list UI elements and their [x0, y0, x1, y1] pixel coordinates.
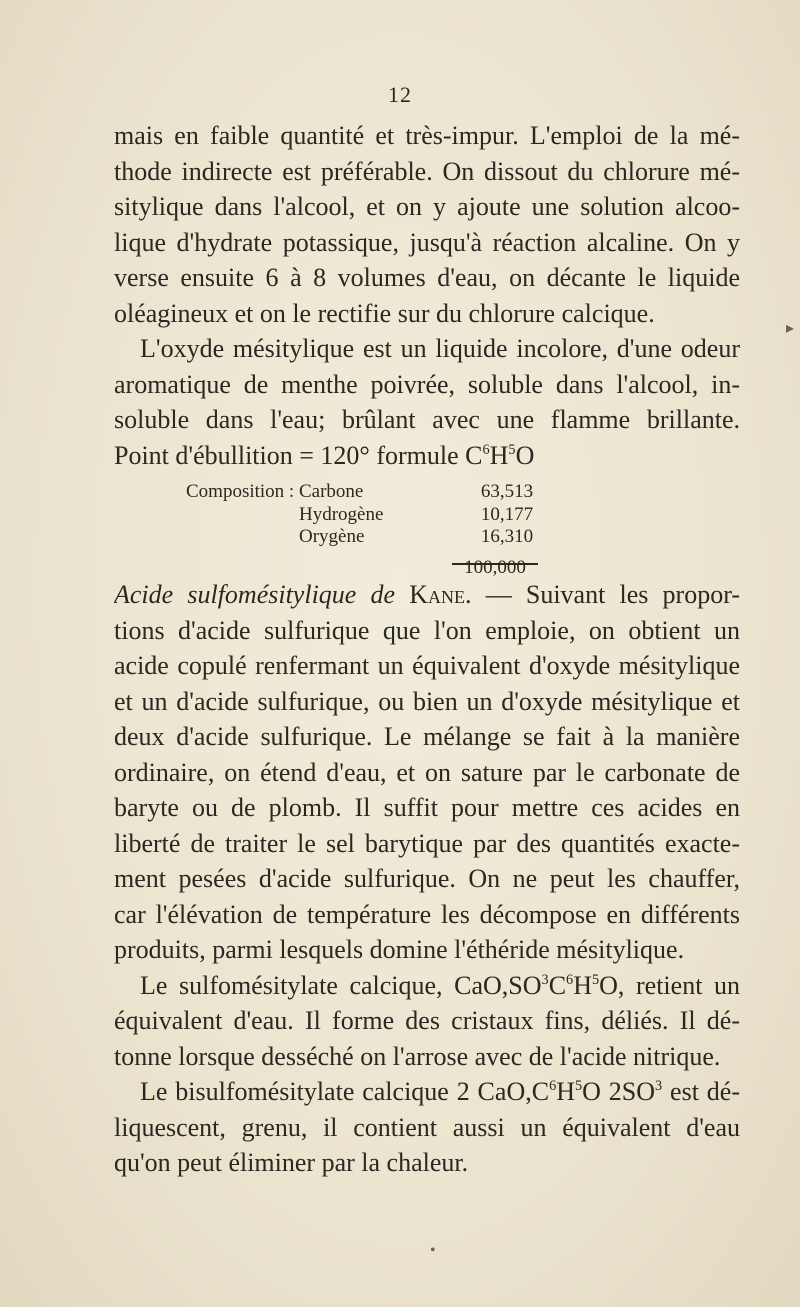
- composition-row: [114, 481, 740, 504]
- element-name: Carbone: [299, 481, 364, 502]
- element-value: 63,513: [480, 481, 534, 502]
- text-line: et un d'acide sulfurique, ou bien un d'oxyde mésitylique et: [114, 686, 740, 716]
- element-name: Orygène: [299, 526, 365, 547]
- composition-total-row: [114, 557, 740, 580]
- text-line: sitylique dans l'alcool, et on y ajoute une solution alcoo-: [114, 192, 740, 221]
- text-line: thode indirecte est préférable. On dissout du chlorure mé-: [114, 156, 740, 186]
- text-line: équivalent d'eau. Il forme des cristaux fins, déliés. Il dé-: [114, 1006, 740, 1035]
- formula: $C^6H^5O$: [465, 440, 535, 470]
- text-line: ment pesées d'acide sulfurique. On ne peut les chauffer,: [114, 864, 740, 893]
- text-line: tonne lorsque desséché on l'arrose avec de l'acide nitrique.: [114, 1041, 721, 1071]
- text-line: Le bisulfomésitylate calcique 2 $CaO,C^6H^5O$ $2SO^3$ est dé-: [140, 1077, 740, 1106]
- text-line: acide copulé renfermant un équivalent d'oxyde mésitylique: [114, 651, 740, 680]
- text-line: deux d'acide sulfurique. Le mélange se fait à la manière: [114, 722, 740, 751]
- text-line: lique d'hydrate potassique, jusqu'à réaction alcaline. On y: [114, 227, 740, 257]
- element-value: 16,310: [480, 526, 534, 547]
- section-continuation: . — Suivant les propor-: [465, 580, 740, 609]
- text-line: car l'élévation de température les décompose en différents: [114, 899, 740, 929]
- boiling-temperature: 120°: [320, 440, 370, 470]
- text-line: produits, parmi lesquels domine l'éthéride mésitylique.: [114, 935, 685, 964]
- text-line: qu'on peut éliminer par la chaleur.: [114, 1148, 469, 1177]
- text-line: liberté de traiter le sel barytique par des quantités exacte-: [114, 828, 740, 858]
- boiling-point-line: [114, 438, 740, 474]
- text-line: liquescent, grenu, il contient aussi un équivalent d'eau: [114, 1112, 740, 1142]
- composition-table: [114, 473, 740, 613]
- ink-dot: •: [430, 1242, 436, 1259]
- formula-label: formule: [376, 440, 459, 470]
- section-title: Acide sulfomésitylique: [114, 580, 357, 609]
- text-line: oléagineux et on le rectifie sur du chlorure calcique.: [114, 298, 655, 328]
- section-de: de: [370, 580, 396, 609]
- text-line: L'oxyde mésitylique est un liquide incolore, d'une odeur: [140, 334, 740, 363]
- margin-mark: ▸: [786, 320, 795, 337]
- page-number: 12: [388, 82, 412, 107]
- element-value: 10,177: [480, 503, 534, 525]
- composition-label: Composition :: [186, 481, 295, 502]
- text-line: baryte ou de plomb. Il suffit pour mettre ces acides en: [114, 793, 740, 822]
- body-text: [114, 118, 740, 1181]
- composition-row: [114, 526, 740, 549]
- boiling-prefix: Point d'ébullition: [114, 440, 293, 470]
- composition-row: [114, 504, 740, 527]
- text-line: Le sulfomésitylate calcique, $CaO,SO^3C^6H^5O$, retient un: [140, 970, 740, 1000]
- text-line: mais en faible quantité et très-impur. L'emploi de la mé-: [114, 121, 740, 150]
- element-name: Hydrogène: [299, 503, 384, 525]
- composition-total: 100,000: [464, 557, 526, 578]
- text-line: soluble dans l'eau; brûlant avec une flamme brillante.: [114, 405, 740, 434]
- text-line: verse ensuite 6 à 8 volumes d'eau, on décante le liquide: [114, 263, 740, 292]
- equals-sign: =: [299, 440, 314, 470]
- text-line: tions d'acide sulfurique que l'on emploie, on obtient un: [114, 615, 740, 645]
- text-line: ordinaire, on étend d'eau, et on sature par le carbonate de: [114, 757, 740, 787]
- text-line: aromatique de menthe poivrée, soluble dans l'alcool, in-: [114, 369, 740, 399]
- author-name: Kane: [409, 580, 466, 609]
